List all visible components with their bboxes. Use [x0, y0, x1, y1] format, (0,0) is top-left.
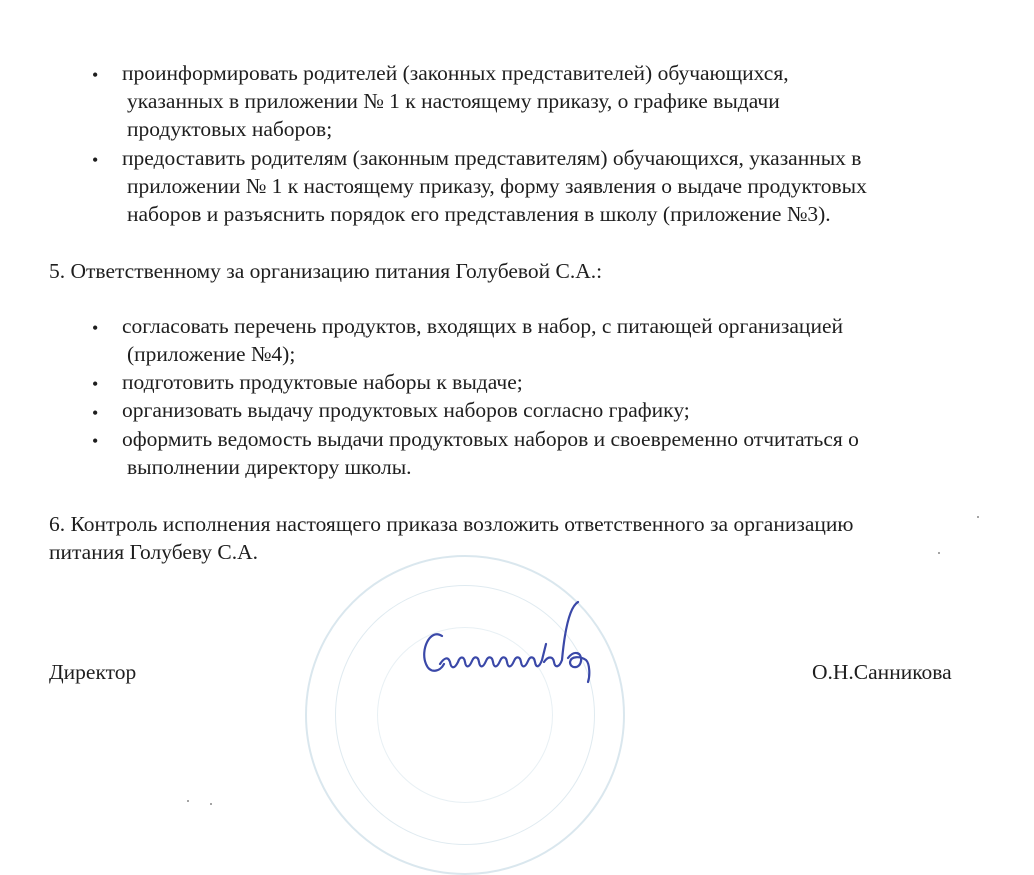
- bullet-a1-line-1: проинформировать родителей (законных представителей) обучающихся,: [122, 61, 789, 85]
- bullet-a2-line-1: предоставить родителям (законным представителям) обучающихся, указанных в: [122, 146, 862, 170]
- scan-speck: [187, 800, 189, 802]
- bullet-b2-line-1: подготовить продуктовые наборы к выдаче;: [122, 370, 523, 394]
- bullet-dot: •: [92, 403, 99, 423]
- scan-speck: [210, 803, 212, 805]
- bullet-dot: •: [92, 431, 99, 451]
- position-title: Директор: [49, 660, 137, 684]
- bullet-dot: •: [92, 65, 99, 85]
- bullet-b1-line-2: (приложение №4);: [127, 342, 296, 366]
- bullet-a1-line-2: указанных в приложении № 1 к настоящему приказу, о графике выдачи: [127, 89, 780, 113]
- item-6-line-1: 6. Контроль исполнения настоящего приказа возложить ответственного за организацию: [49, 512, 854, 536]
- scan-speck: [938, 552, 940, 554]
- scan-speck: [977, 516, 979, 518]
- bullet-dot: •: [92, 150, 99, 170]
- bullet-dot: •: [92, 318, 99, 338]
- bullet-a2-line-2: приложении № 1 к настоящему приказу, форму заявления о выдаче продуктовых: [127, 174, 867, 198]
- bullet-b4-line-2: выполнении директору школы.: [127, 455, 412, 479]
- bullet-dot: •: [92, 374, 99, 394]
- item-5-heading: 5. Ответственному за организацию питания Голубевой С.А.:: [49, 259, 603, 283]
- bullet-b1-line-1: согласовать перечень продуктов, входящих в набор, с питающей организацией: [122, 314, 843, 338]
- bullet-b4-line-1: оформить ведомость выдачи продуктовых наборов и своевременно отчитаться о: [122, 427, 859, 451]
- handwritten-signature: [418, 598, 608, 693]
- item-6-line-2: питания Голубеву С.А.: [49, 540, 259, 564]
- bullet-a1-line-3: продуктовых наборов;: [127, 117, 333, 141]
- bullet-b3-line-1: организовать выдачу продуктовых наборов согласно графику;: [122, 398, 690, 422]
- signer-name: О.Н.Санникова: [812, 660, 952, 684]
- bullet-a2-line-3: наборов и разъяснить порядок его представления в школу (приложение №3).: [127, 202, 831, 226]
